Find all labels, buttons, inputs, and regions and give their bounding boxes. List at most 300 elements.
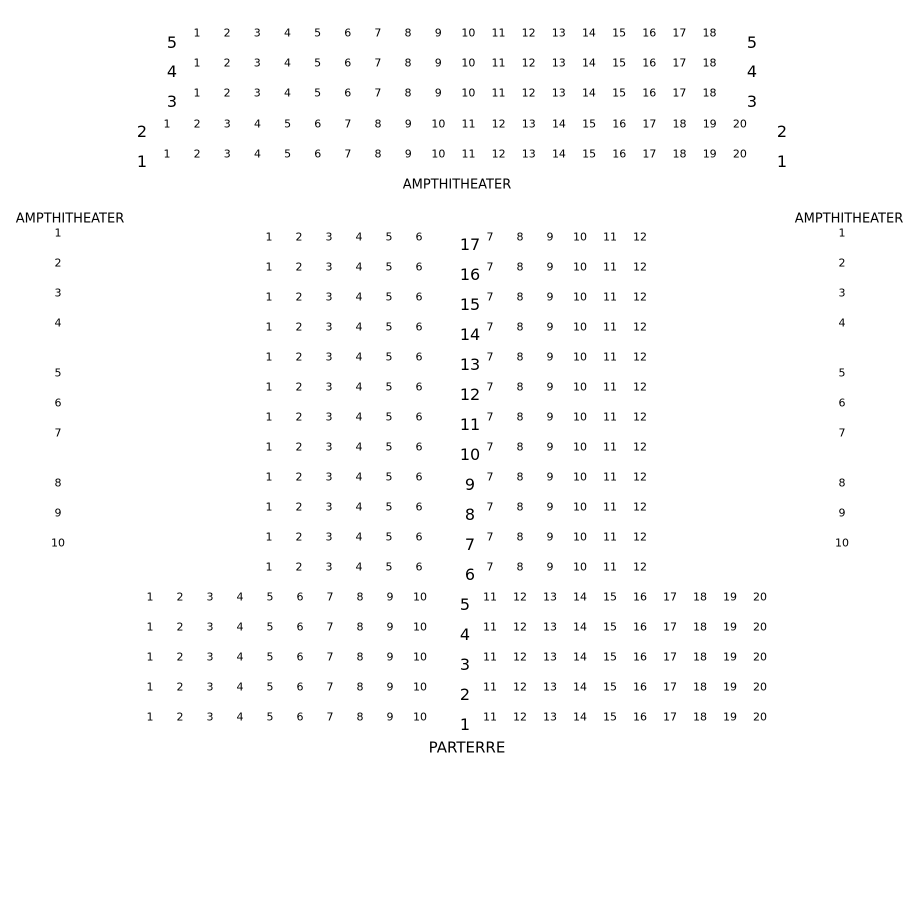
seat[interactable]: 10: [573, 380, 587, 394]
seat[interactable]: 1: [265, 410, 273, 424]
seat[interactable]: 6: [344, 26, 352, 40]
seat[interactable]: 12: [633, 560, 647, 574]
seat[interactable]: 8: [516, 440, 524, 454]
seat[interactable]: 10: [573, 260, 587, 274]
seat[interactable]: 5: [838, 366, 846, 380]
seat[interactable]: 1: [265, 560, 273, 574]
seat[interactable]: 9: [546, 410, 554, 424]
seat[interactable]: 7: [326, 590, 334, 604]
seat[interactable]: 6: [296, 710, 304, 724]
seat[interactable]: 11: [483, 590, 497, 604]
seat[interactable]: 4: [283, 26, 291, 40]
seat[interactable]: 8: [516, 560, 524, 574]
seat[interactable]: 5: [266, 590, 274, 604]
seat[interactable]: 20: [732, 147, 747, 161]
seat[interactable]: 2: [295, 350, 303, 364]
seat[interactable]: 12: [513, 680, 527, 694]
seat[interactable]: 9: [546, 470, 554, 484]
seat[interactable]: 12: [491, 117, 506, 131]
seat[interactable]: 5: [385, 410, 393, 424]
seat[interactable]: 3: [253, 56, 261, 70]
seat[interactable]: 16: [642, 26, 657, 40]
seat[interactable]: 18: [693, 620, 707, 634]
seat[interactable]: 4: [355, 260, 363, 274]
seat[interactable]: 4: [355, 410, 363, 424]
seat[interactable]: 2: [295, 530, 303, 544]
seat[interactable]: 11: [603, 410, 617, 424]
seat[interactable]: 1: [193, 56, 201, 70]
seat[interactable]: 1: [163, 117, 171, 131]
seat[interactable]: 3: [206, 590, 214, 604]
seat[interactable]: 19: [723, 650, 737, 664]
seat[interactable]: 2: [176, 680, 184, 694]
seat[interactable]: 9: [434, 86, 442, 100]
seat[interactable]: 15: [603, 620, 617, 634]
seat[interactable]: 7: [374, 26, 382, 40]
seat[interactable]: 17: [663, 710, 677, 724]
seat[interactable]: 5: [385, 260, 393, 274]
seat[interactable]: 10: [573, 320, 587, 334]
seat[interactable]: 11: [483, 650, 497, 664]
seat[interactable]: 9: [546, 530, 554, 544]
seat[interactable]: 8: [356, 710, 364, 724]
seat[interactable]: 4: [253, 147, 261, 161]
seat[interactable]: 1: [146, 650, 154, 664]
seat[interactable]: 4: [236, 710, 244, 724]
seat[interactable]: 5: [284, 147, 292, 161]
seat[interactable]: 16: [633, 620, 647, 634]
seat[interactable]: 2: [223, 56, 231, 70]
seat[interactable]: 7: [326, 650, 334, 664]
seat[interactable]: 1: [193, 86, 201, 100]
seat[interactable]: 18: [702, 26, 717, 40]
seat[interactable]: 16: [612, 117, 627, 131]
seat[interactable]: 1: [146, 590, 154, 604]
seat[interactable]: 9: [386, 590, 394, 604]
seat[interactable]: 1: [146, 680, 154, 694]
seat[interactable]: 5: [266, 650, 274, 664]
seat[interactable]: 1: [265, 380, 273, 394]
seat[interactable]: 3: [206, 620, 214, 634]
seat[interactable]: 6: [314, 147, 322, 161]
seat[interactable]: 15: [612, 86, 627, 100]
seat[interactable]: 2: [295, 230, 303, 244]
seat[interactable]: 15: [612, 26, 627, 40]
seat[interactable]: 13: [543, 650, 557, 664]
seat[interactable]: 9: [546, 380, 554, 394]
seat[interactable]: 2: [295, 380, 303, 394]
seat[interactable]: 3: [253, 86, 261, 100]
seat[interactable]: 3: [325, 410, 333, 424]
seat[interactable]: 1: [265, 260, 273, 274]
seat[interactable]: 2: [223, 26, 231, 40]
seat[interactable]: 7: [486, 470, 494, 484]
seat[interactable]: 20: [753, 650, 767, 664]
seat[interactable]: 15: [603, 710, 617, 724]
seat[interactable]: 18: [702, 86, 717, 100]
seat[interactable]: 2: [295, 290, 303, 304]
seat[interactable]: 4: [283, 86, 291, 100]
seat[interactable]: 10: [431, 147, 446, 161]
seat[interactable]: 5: [54, 366, 62, 380]
seat[interactable]: 14: [551, 147, 566, 161]
seat[interactable]: 4: [355, 320, 363, 334]
seat[interactable]: 13: [551, 26, 566, 40]
seat[interactable]: 13: [551, 56, 566, 70]
seat[interactable]: 11: [603, 470, 617, 484]
seat[interactable]: 8: [54, 476, 62, 490]
seat[interactable]: 2: [295, 470, 303, 484]
seat[interactable]: 1: [54, 226, 62, 240]
seat[interactable]: 11: [603, 320, 617, 334]
seat[interactable]: 19: [702, 117, 717, 131]
seat[interactable]: 10: [573, 500, 587, 514]
seat[interactable]: 7: [326, 710, 334, 724]
seat[interactable]: 3: [325, 440, 333, 454]
seat[interactable]: 7: [344, 147, 352, 161]
seat[interactable]: 11: [491, 26, 506, 40]
seat[interactable]: 7: [486, 260, 494, 274]
seat[interactable]: 2: [295, 560, 303, 574]
seat[interactable]: 7: [486, 290, 494, 304]
seat[interactable]: 15: [582, 117, 597, 131]
seat[interactable]: 3: [206, 710, 214, 724]
seat[interactable]: 15: [612, 56, 627, 70]
seat[interactable]: 9: [546, 560, 554, 574]
seat[interactable]: 15: [603, 680, 617, 694]
seat[interactable]: 2: [223, 86, 231, 100]
seat[interactable]: 10: [573, 230, 587, 244]
seat[interactable]: 3: [325, 560, 333, 574]
seat[interactable]: 1: [265, 440, 273, 454]
seat[interactable]: 20: [753, 620, 767, 634]
seat[interactable]: 11: [491, 86, 506, 100]
seat[interactable]: 14: [551, 117, 566, 131]
seat[interactable]: 8: [516, 470, 524, 484]
seat[interactable]: 8: [516, 500, 524, 514]
seat[interactable]: 12: [633, 410, 647, 424]
seat[interactable]: 5: [266, 620, 274, 634]
seat[interactable]: 18: [693, 680, 707, 694]
seat[interactable]: 19: [723, 710, 737, 724]
seat[interactable]: 4: [355, 530, 363, 544]
seat[interactable]: 3: [253, 26, 261, 40]
seat[interactable]: 1: [265, 500, 273, 514]
seat[interactable]: 8: [374, 147, 382, 161]
seat[interactable]: 20: [732, 117, 747, 131]
seat[interactable]: 3: [206, 650, 214, 664]
seat[interactable]: 2: [176, 590, 184, 604]
seat[interactable]: 11: [603, 560, 617, 574]
seat[interactable]: 12: [633, 500, 647, 514]
seat[interactable]: 5: [385, 380, 393, 394]
seat[interactable]: 4: [838, 316, 846, 330]
seat[interactable]: 7: [838, 426, 846, 440]
seat[interactable]: 6: [415, 260, 423, 274]
seat[interactable]: 9: [546, 260, 554, 274]
seat[interactable]: 17: [672, 26, 687, 40]
seat[interactable]: 13: [543, 590, 557, 604]
seat[interactable]: 16: [633, 590, 647, 604]
seat[interactable]: 1: [163, 147, 171, 161]
seat[interactable]: 20: [753, 710, 767, 724]
seat[interactable]: 10: [573, 290, 587, 304]
seat[interactable]: 2: [193, 147, 201, 161]
seat[interactable]: 9: [386, 650, 394, 664]
seat[interactable]: 9: [546, 290, 554, 304]
seat[interactable]: 10: [573, 470, 587, 484]
seat[interactable]: 4: [355, 560, 363, 574]
seat[interactable]: 9: [434, 56, 442, 70]
seat[interactable]: 4: [355, 350, 363, 364]
seat[interactable]: 6: [415, 350, 423, 364]
seat[interactable]: 11: [483, 680, 497, 694]
seat[interactable]: 1: [265, 470, 273, 484]
seat[interactable]: 3: [206, 680, 214, 694]
seat[interactable]: 13: [551, 86, 566, 100]
seat[interactable]: 10: [573, 530, 587, 544]
seat[interactable]: 18: [693, 650, 707, 664]
seat[interactable]: 9: [404, 147, 412, 161]
seat[interactable]: 7: [486, 380, 494, 394]
seat[interactable]: 3: [325, 230, 333, 244]
seat[interactable]: 12: [633, 260, 647, 274]
seat[interactable]: 10: [573, 350, 587, 364]
seat[interactable]: 12: [633, 530, 647, 544]
seat[interactable]: 10: [573, 410, 587, 424]
seat[interactable]: 6: [415, 230, 423, 244]
seat[interactable]: 4: [355, 470, 363, 484]
seat[interactable]: 8: [516, 230, 524, 244]
seat[interactable]: 8: [516, 530, 524, 544]
seat[interactable]: 5: [314, 56, 322, 70]
seat[interactable]: 8: [356, 620, 364, 634]
seat[interactable]: 11: [483, 710, 497, 724]
seat[interactable]: 4: [355, 230, 363, 244]
seat[interactable]: 5: [385, 320, 393, 334]
seat[interactable]: 7: [486, 500, 494, 514]
seat[interactable]: 13: [543, 680, 557, 694]
seat[interactable]: 8: [356, 590, 364, 604]
seat[interactable]: 4: [355, 440, 363, 454]
seat[interactable]: 5: [385, 470, 393, 484]
seat[interactable]: 11: [603, 350, 617, 364]
seat[interactable]: 10: [461, 86, 476, 100]
seat[interactable]: 8: [356, 680, 364, 694]
seat[interactable]: 12: [633, 440, 647, 454]
seat[interactable]: 4: [236, 680, 244, 694]
seat[interactable]: 9: [386, 680, 394, 694]
seat[interactable]: 12: [633, 290, 647, 304]
seat[interactable]: 10: [413, 680, 427, 694]
seat[interactable]: 4: [54, 316, 62, 330]
seat[interactable]: 3: [54, 286, 62, 300]
seat[interactable]: 12: [521, 26, 536, 40]
seat[interactable]: 6: [415, 560, 423, 574]
seat[interactable]: 9: [386, 620, 394, 634]
seat[interactable]: 11: [603, 380, 617, 394]
seat[interactable]: 5: [385, 560, 393, 574]
seat[interactable]: 14: [581, 26, 596, 40]
seat[interactable]: 9: [546, 500, 554, 514]
seat[interactable]: 3: [325, 470, 333, 484]
seat[interactable]: 12: [633, 470, 647, 484]
seat[interactable]: 1: [265, 530, 273, 544]
seat[interactable]: 8: [838, 476, 846, 490]
seat[interactable]: 6: [415, 470, 423, 484]
seat[interactable]: 16: [642, 56, 657, 70]
seat[interactable]: 17: [663, 590, 677, 604]
seat[interactable]: 5: [385, 530, 393, 544]
seat[interactable]: 12: [513, 620, 527, 634]
seat[interactable]: 6: [314, 117, 322, 131]
seat[interactable]: 14: [573, 710, 587, 724]
seat[interactable]: 18: [702, 56, 717, 70]
seat[interactable]: 14: [581, 56, 596, 70]
seat[interactable]: 17: [642, 117, 657, 131]
seat[interactable]: 11: [491, 56, 506, 70]
seat[interactable]: 20: [753, 590, 767, 604]
seat[interactable]: 11: [603, 230, 617, 244]
seat[interactable]: 3: [325, 290, 333, 304]
seat[interactable]: 6: [415, 530, 423, 544]
seat[interactable]: 3: [325, 530, 333, 544]
seat[interactable]: 10: [413, 710, 427, 724]
seat[interactable]: 6: [296, 590, 304, 604]
seat[interactable]: 7: [486, 530, 494, 544]
seat[interactable]: 9: [434, 26, 442, 40]
seat[interactable]: 7: [486, 410, 494, 424]
seat[interactable]: 4: [236, 590, 244, 604]
seat[interactable]: 12: [513, 590, 527, 604]
seat[interactable]: 16: [633, 710, 647, 724]
seat[interactable]: 6: [344, 56, 352, 70]
seat[interactable]: 19: [723, 590, 737, 604]
seat[interactable]: 1: [265, 350, 273, 364]
seat[interactable]: 15: [603, 650, 617, 664]
seat[interactable]: 1: [265, 230, 273, 244]
seat[interactable]: 13: [543, 710, 557, 724]
seat[interactable]: 8: [374, 117, 382, 131]
seat[interactable]: 17: [672, 56, 687, 70]
seat[interactable]: 3: [223, 117, 231, 131]
seat[interactable]: 16: [633, 680, 647, 694]
seat[interactable]: 17: [642, 147, 657, 161]
seat[interactable]: 5: [284, 117, 292, 131]
seat[interactable]: 6: [415, 320, 423, 334]
seat[interactable]: 13: [521, 147, 536, 161]
seat[interactable]: 12: [521, 86, 536, 100]
seat[interactable]: 15: [582, 147, 597, 161]
seat[interactable]: 17: [663, 680, 677, 694]
seat[interactable]: 11: [461, 117, 476, 131]
seat[interactable]: 7: [326, 620, 334, 634]
seat[interactable]: 8: [404, 86, 412, 100]
seat[interactable]: 11: [603, 290, 617, 304]
seat[interactable]: 11: [483, 620, 497, 634]
seat[interactable]: 2: [295, 500, 303, 514]
seat[interactable]: 10: [835, 536, 849, 550]
seat[interactable]: 3: [325, 500, 333, 514]
seat[interactable]: 16: [612, 147, 627, 161]
seat[interactable]: 3: [325, 380, 333, 394]
seat[interactable]: 14: [573, 590, 587, 604]
seat[interactable]: 7: [374, 86, 382, 100]
seat[interactable]: 5: [314, 86, 322, 100]
seat[interactable]: 7: [486, 320, 494, 334]
seat[interactable]: 10: [461, 56, 476, 70]
seat[interactable]: 14: [581, 86, 596, 100]
seat[interactable]: 6: [415, 410, 423, 424]
seat[interactable]: 5: [385, 350, 393, 364]
seat[interactable]: 4: [236, 650, 244, 664]
seat[interactable]: 1: [265, 290, 273, 304]
seat[interactable]: 1: [146, 620, 154, 634]
seat[interactable]: 8: [516, 350, 524, 364]
seat[interactable]: 8: [516, 380, 524, 394]
seat[interactable]: 12: [633, 350, 647, 364]
seat[interactable]: 9: [546, 350, 554, 364]
seat[interactable]: 6: [296, 680, 304, 694]
seat[interactable]: 3: [838, 286, 846, 300]
seat[interactable]: 14: [573, 620, 587, 634]
seat[interactable]: 18: [693, 710, 707, 724]
seat[interactable]: 12: [521, 56, 536, 70]
seat[interactable]: 10: [51, 536, 65, 550]
seat[interactable]: 12: [513, 650, 527, 664]
seat[interactable]: 1: [193, 26, 201, 40]
seat[interactable]: 4: [253, 117, 261, 131]
seat[interactable]: 6: [296, 620, 304, 634]
seat[interactable]: 18: [672, 117, 687, 131]
seat[interactable]: 10: [413, 590, 427, 604]
seat[interactable]: 12: [633, 380, 647, 394]
seat[interactable]: 2: [295, 260, 303, 274]
seat[interactable]: 5: [385, 440, 393, 454]
seat[interactable]: 9: [838, 506, 846, 520]
seat[interactable]: 4: [355, 380, 363, 394]
seat[interactable]: 6: [415, 500, 423, 514]
seat[interactable]: 10: [431, 117, 446, 131]
seat[interactable]: 5: [266, 710, 274, 724]
seat[interactable]: 20: [753, 680, 767, 694]
seat[interactable]: 16: [633, 650, 647, 664]
seat[interactable]: 17: [663, 620, 677, 634]
seat[interactable]: 13: [543, 620, 557, 634]
seat[interactable]: 2: [838, 256, 846, 270]
seat[interactable]: 6: [415, 290, 423, 304]
seat[interactable]: 3: [325, 260, 333, 274]
seat[interactable]: 7: [486, 350, 494, 364]
seat[interactable]: 8: [404, 56, 412, 70]
seat[interactable]: 10: [573, 440, 587, 454]
seat[interactable]: 6: [296, 650, 304, 664]
seat[interactable]: 1: [146, 710, 154, 724]
seat[interactable]: 8: [516, 260, 524, 274]
seat[interactable]: 16: [642, 86, 657, 100]
seat[interactable]: 6: [415, 380, 423, 394]
seat[interactable]: 5: [385, 290, 393, 304]
seat[interactable]: 6: [415, 440, 423, 454]
seat[interactable]: 7: [486, 440, 494, 454]
seat[interactable]: 12: [513, 710, 527, 724]
seat[interactable]: 10: [461, 26, 476, 40]
seat[interactable]: 2: [193, 117, 201, 131]
seat[interactable]: 6: [344, 86, 352, 100]
seat[interactable]: 18: [693, 590, 707, 604]
seat[interactable]: 7: [54, 426, 62, 440]
seat[interactable]: 11: [603, 440, 617, 454]
